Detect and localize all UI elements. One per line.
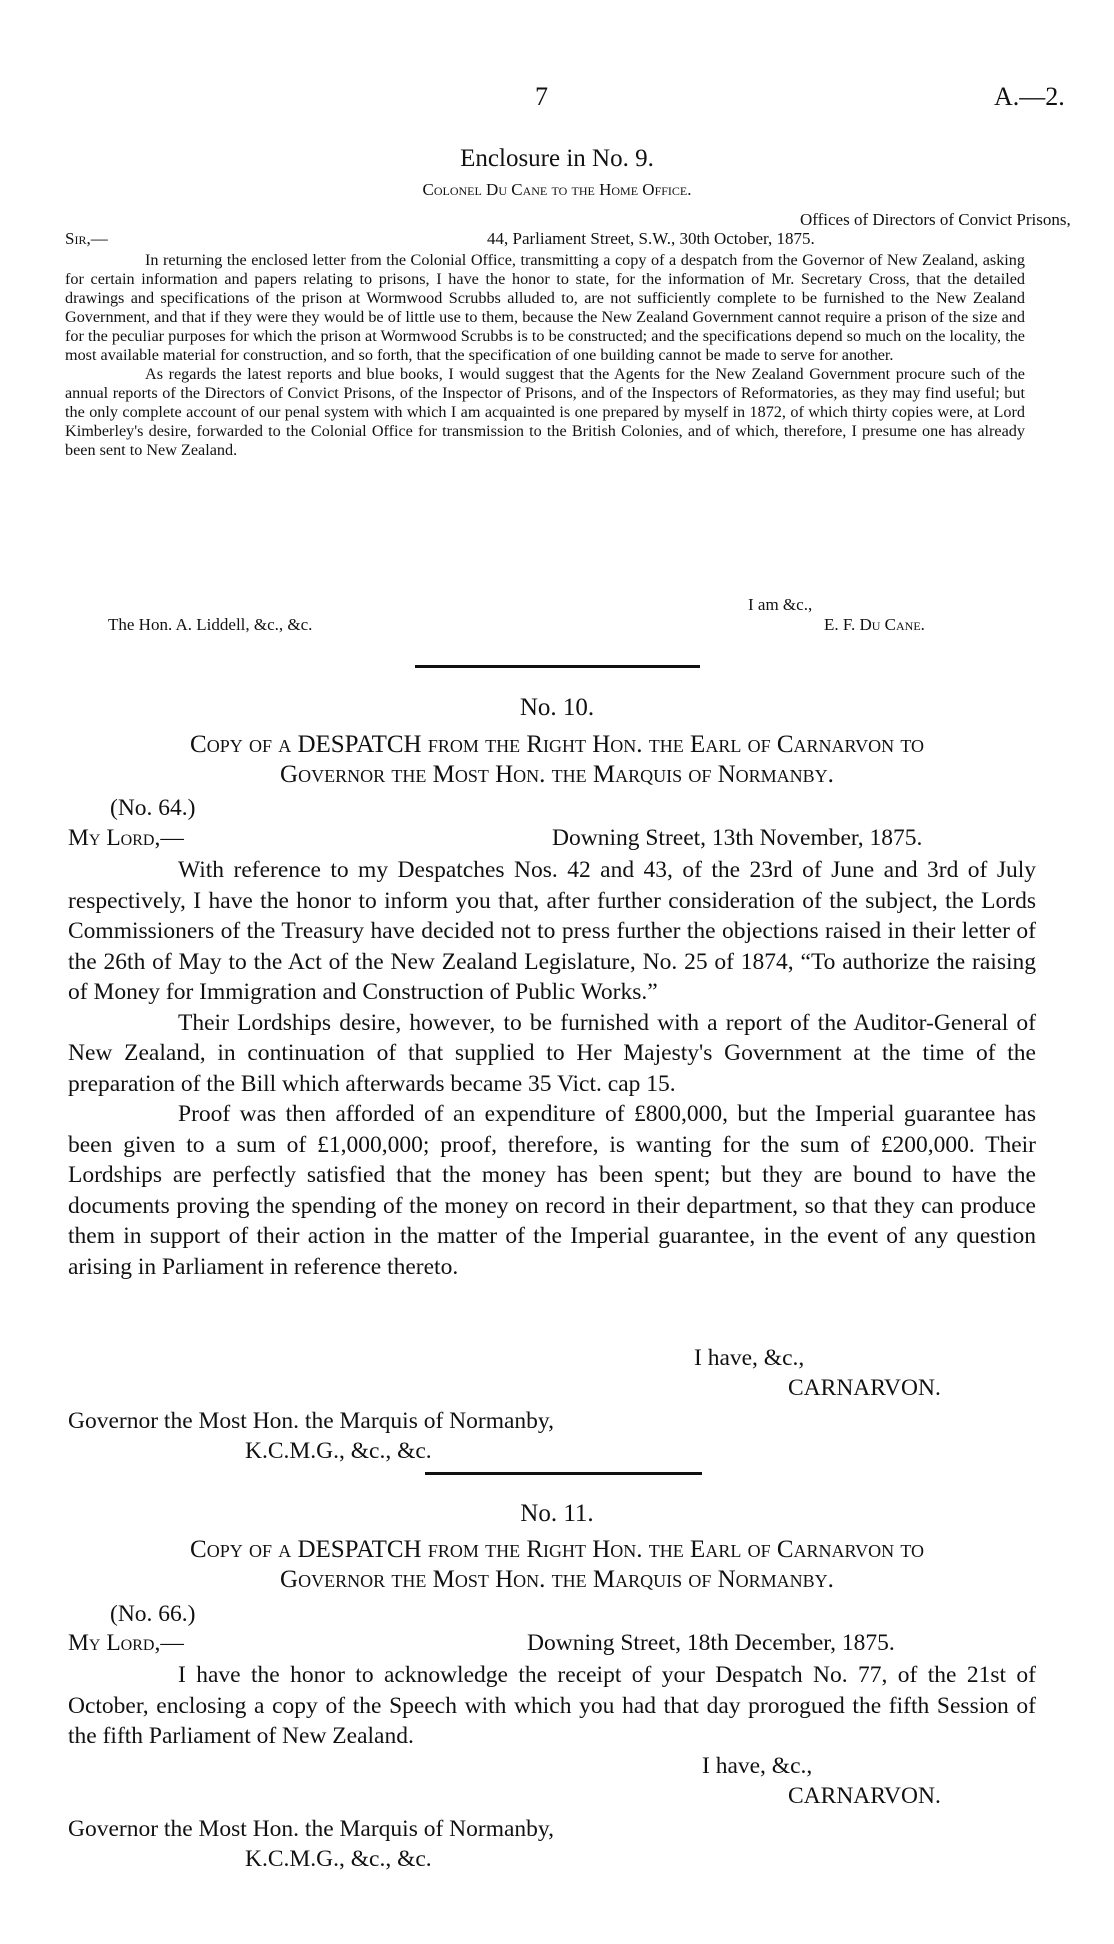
despatch-10-dateline: Downing Street, 13th November, 1875. (552, 825, 923, 851)
enclosure-paragraph: In returning the enclosed letter from the Colonial Office, transmitting a copy of a despatch from the Governor of New Zealand, asking for certain information and papers relating to prisons, I have the honor to state, for the information of Mr. Secretary Cross, that the detailed drawings and specifications of the prison at Wormwood Scrubbs alluded to, are not sufficiently complete to be furnished to the New Zealand Government, and that if they were they would be of little use to them, because the New Zealand Government cannot require a prison of the size and for the peculiar purposes for which the prison at Wormwood Scrubbs is to be constructed; and the specifications depend so much on the locality, the most available material for construction, and so forth, that the specification of one building cannot be made to serve for another. (65, 251, 1025, 364)
despatch-11-addressee-line1: Governor the Most Hon. the Marquis of Normanby, (68, 1816, 555, 1842)
section-divider (415, 665, 700, 668)
enclosure-salutation: Sir,— (65, 229, 108, 248)
despatch-11-paragraph: I have the honor to acknowledge the receipt of your Despatch No. 77, of the 21st of October, enclosing a copy of the Speech with which you had that day prorogued the fifth Session of the fifth Parliament of New Zealand. (68, 1662, 1036, 1749)
enclosure-signature: E. F. Du Cane. (824, 615, 925, 634)
despatch-10-paragraph: Their Lordships desire, however, to be furnished with a report of the Auditor-General of New Zealand, in continuation of that supplied to Her Majesty's Government at the time of the preparation of the Bill which afterwards became 35 Vict. cap 15. (68, 1009, 1036, 1097)
despatch-10-body (68, 855, 1036, 1282)
section-divider (425, 1472, 702, 1475)
despatch-10-addressee-line1: Governor the Most Hon. the Marquis of Normanby, (68, 1408, 555, 1434)
despatch-10-salutation: My Lord,— (68, 825, 184, 851)
enclosure-body (65, 251, 1025, 460)
despatch-11-dateline: Downing Street, 18th December, 1875. (527, 1630, 895, 1656)
despatch-10-signature: CARNARVON. (788, 1375, 941, 1401)
enclosure-paragraph: As regards the latest reports and blue books, I would suggest that the Agents for the New Zealand Government procure such of the annual reports of the Directors of Convict Prisons, of the Inspector of Prisons, and of the Inspectors of Reformatories, as they may find useful; but the only complete account of our penal system with which I am acquainted is one prepared by myself in 1872, of which thirty copies were, at Lord Kimberley's desire, forwarded to the Colonial Office for transmission to the British Colonies, and of which, therefore, I presume one has already been sent to New Zealand. (65, 365, 1025, 459)
despatch-11-addressee-line2: K.C.M.G., &c., &c. (245, 1846, 432, 1872)
despatch-10-heading (0, 730, 1114, 790)
enclosure-subtitle: Colonel Du Cane to the Home Office. (422, 180, 692, 199)
enclosure-office: Offices of Directors of Convict Prisons, (800, 210, 1071, 229)
despatch-10-heading-line1: Copy of a DESPATCH from the Right Hon. the Earl of Carnarvon to (190, 731, 924, 758)
despatch-11-heading-line2: Governor the Most Hon. the Marquis of Normanby. (280, 1566, 834, 1593)
despatch-11-number: No. 11. (520, 1500, 594, 1527)
enclosure-addressee: The Hon. A. Liddell, &c., &c. (108, 615, 313, 634)
enclosure-closing: I am &c., (748, 595, 813, 614)
despatch-10-reference: (No. 64.) (110, 795, 196, 821)
despatch-11-heading-line1: Copy of a DESPATCH from the Right Hon. the Earl of Carnarvon to (190, 1536, 924, 1563)
despatch-11-reference: (No. 66.) (110, 1601, 196, 1627)
despatch-10-paragraph: Proof was then afforded of an expenditure of £800,000, but the Imperial guarantee has been given to a sum of £1,000,000; proof, therefore, is wanting for the sum of £200,000. Their Lordships are perfectly satisfied that the money has been spent; but they are bound to have the documents proving the spending of the money on record in their department, so that they can produce them in support of their action in the matter of the Imperial guarantee, in the event of any question arising in Parliament in reference thereto. (68, 1101, 1036, 1280)
despatch-11-body (68, 1660, 1036, 1752)
page-number: 7 (535, 82, 548, 111)
despatch-11-closing: I have, &c., (702, 1753, 813, 1779)
despatch-11-heading (0, 1535, 1114, 1595)
despatch-10-number: No. 10. (519, 694, 595, 721)
despatch-10-closing: I have, &c., (694, 1345, 805, 1371)
despatch-10-paragraph: With reference to my Despatches Nos. 42 and 43, of the 23rd of June and 3rd of July respectively, I have the honor to inform you that, after further consideration of the subject, the Lords Commissioners of the Treasury have decided not to press further the objections raised in their letter of the 26th of May to the Act of the New Zealand Legislature, No. 25 of 1874, “To authorize the raising of Money for Immigration and Construction of Public Works.” (68, 857, 1036, 1005)
despatch-11-salutation: My Lord,— (68, 1630, 184, 1656)
despatch-10-addressee-line2: K.C.M.G., &c., &c. (245, 1438, 432, 1464)
despatch-11-signature: CARNARVON. (788, 1783, 941, 1809)
enclosure-title: Enclosure in No. 9. (460, 145, 654, 172)
enclosure-address: 44, Parliament Street, S.W., 30th October, 1875. (487, 229, 815, 248)
despatch-10-heading-line2: Governor the Most Hon. the Marquis of Normanby. (280, 761, 834, 788)
document-reference: A.—2. (994, 82, 1065, 111)
